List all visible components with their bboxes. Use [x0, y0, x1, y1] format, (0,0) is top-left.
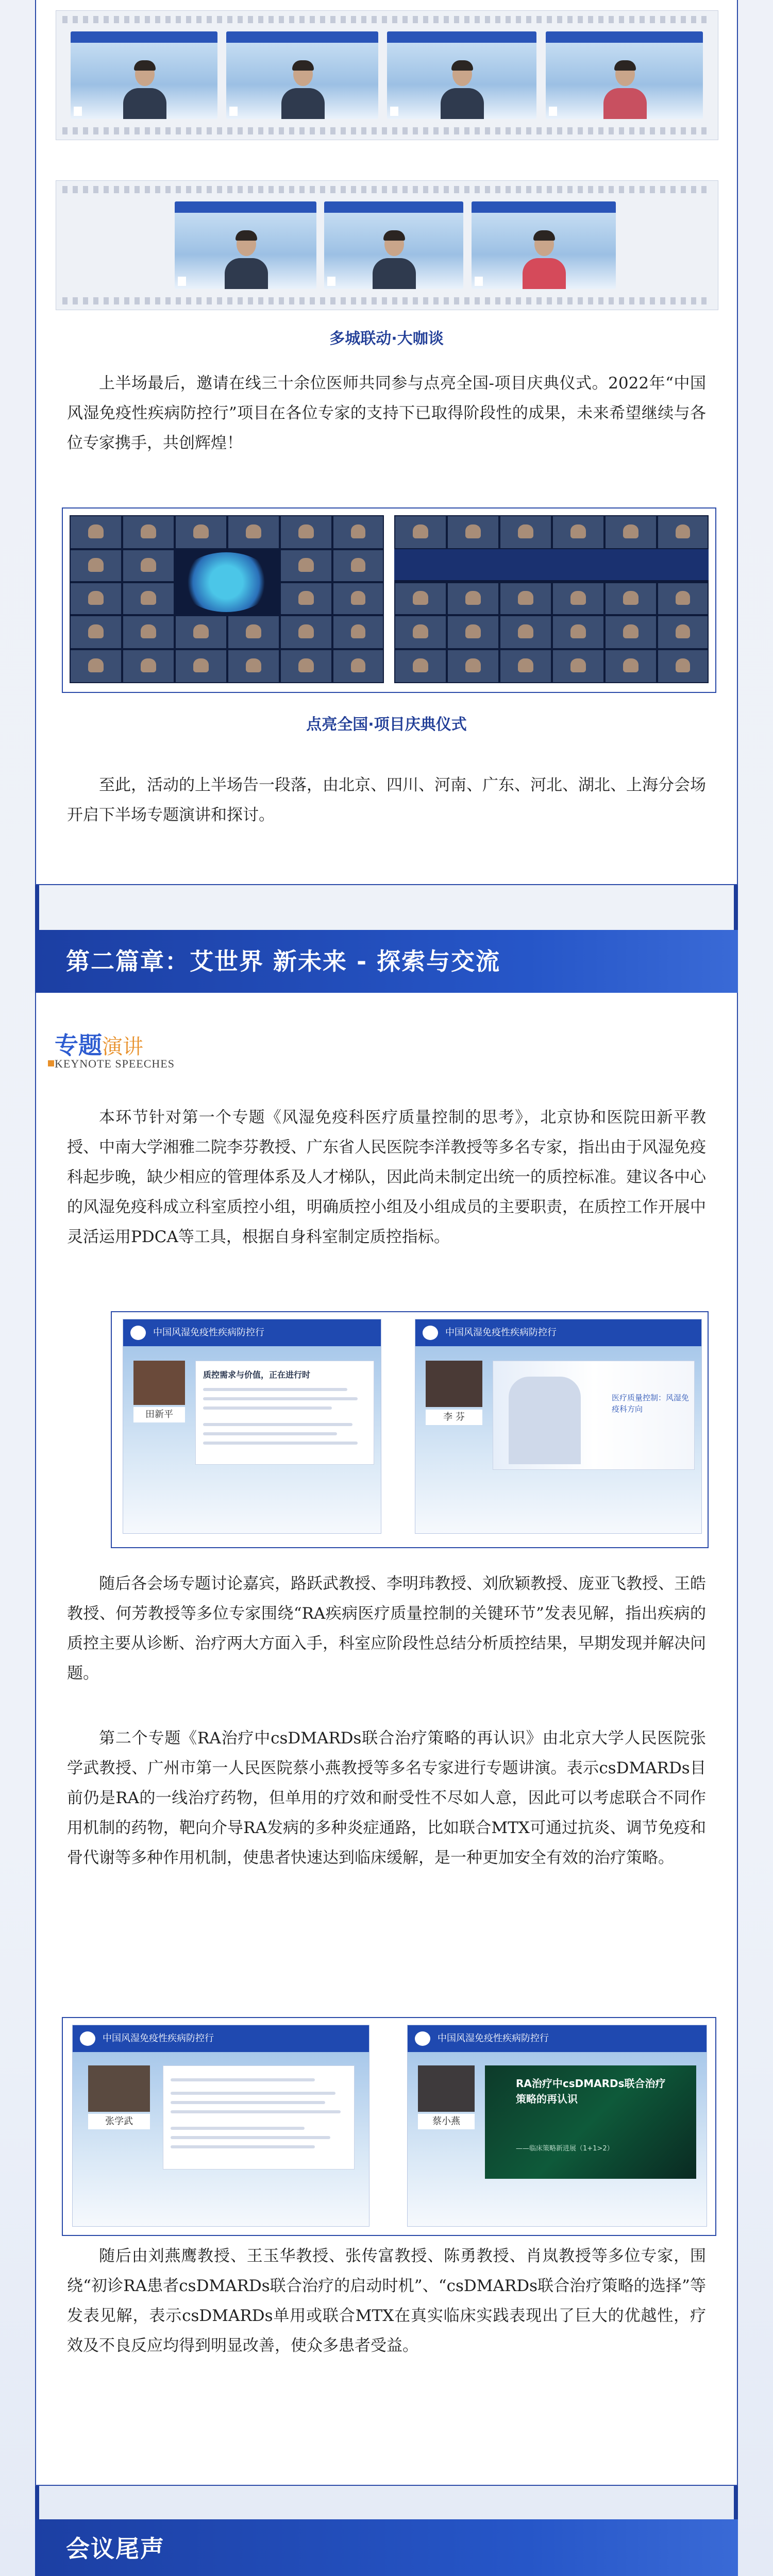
video-grid-screenshot-2 — [394, 515, 709, 683]
video-grid-screenshot-1 — [70, 515, 384, 683]
slide-text: 医疗质量控制：风湿免疫科方向 — [612, 1393, 690, 1414]
slide — [493, 1361, 695, 1470]
video-frame — [324, 201, 463, 289]
keynote-title-main: 专题 — [55, 1031, 102, 1059]
video-frame — [387, 31, 536, 119]
slide — [163, 2065, 355, 2170]
paragraph-first-half-end: 至此，活动的上半场告一段落，由北京、四川、河南、广东、河北、湖北、上海分会场开启下半场专题演讲和探讨。 — [67, 776, 706, 824]
video-frame — [472, 201, 616, 289]
speaker-name: 蔡小燕 — [418, 2114, 475, 2129]
keynote-square-icon — [48, 1060, 54, 1066]
slide — [195, 1361, 374, 1465]
shot-brand: 中国风湿免疫性疾病防控行 — [153, 1327, 264, 1338]
shot-brand: 中国风湿免疫性疾病防控行 — [103, 2033, 214, 2044]
closing-header: 会议尾声 — [35, 2519, 738, 2576]
slide — [485, 2065, 696, 2179]
caption-ceremony: 点亮全国·项目庆典仪式 — [306, 716, 467, 734]
speaker-name: 田新平 — [133, 1407, 185, 1422]
slide-title: 质控需求与价值，正在进行时 — [203, 1370, 311, 1380]
video-strip-2 — [56, 180, 718, 310]
caption-multi-city: 多城联动·大咖谈 — [329, 330, 444, 348]
lecture-screenshot-2 — [415, 1319, 702, 1534]
video-frame — [71, 31, 217, 119]
section-two-header: 第二篇章：艾世界 新未来 - 探索与交流 — [35, 930, 738, 993]
slide-text: RA治疗中csDMARDs联合治疗策略的再认识 — [516, 2077, 666, 2105]
video-frame — [546, 31, 703, 119]
video-frame — [226, 31, 378, 119]
paragraph-csdmards: 第二个专题《RA治疗中csDMARDs联合治疗策略的再认识》由北京大学人民医院张学武教授、广州市第一人民医院蔡小燕教授等多名专家进行专题讲演。表示csDMARDs目前仍是RA的一线治疗药物，但单用的疗效和耐受性不尽如人意，因此可以考虑联合不同作用机制的药物，靶向介导RA发病的多种炎症通路，比如联合MTX可通过抗炎、调节免疫和骨代谢等多种作用机制，使患者快速达到临床缓解，是一种更加安全有效的治疗策略。 — [67, 1729, 706, 1867]
lecture-screenshot-4 — [407, 2025, 707, 2227]
video-frame — [175, 201, 316, 289]
paragraph-discussion-1: 随后各会场专题讨论嘉宾，路跃武教授、李明玮教授、刘欣颖教授、庞亚飞教授、王皓教授、何芳教授等多位专家围绕“RA疾病医疗质量控制的关键环节”发表见解，指出疾病的质控主要从诊断、治疗两大方面入手，科室应阶段性总结分析质控结果，早期发现并解决问题。 — [67, 1574, 706, 1683]
speaker-name: 李 芬 — [426, 1410, 482, 1425]
keynote-title-light: 演讲 — [102, 1035, 143, 1059]
paragraph-quality-control: 本环节针对第一个专题《风湿免疫科医疗质量控制的思考》，北京协和医院田新平教授、中南大学湘雅二院李芬教授、广东省人民医院李洋教授等多名专家，指出由于风湿免疫科起步晚，缺少相应的管理体系及人才梯队，因此尚未制定出统一的质控标准。建议各中心的风湿免疫科成立科室质控小组，明确质控小组及小组成员的主要职责，在质控工作开展中灵活运用PDCA等工具，根据自身科室制定质控指标。 — [67, 1108, 706, 1246]
speaker-name: 张学武 — [88, 2114, 150, 2129]
slide-subtitle: ——临床策略新进展（1+1>2） — [516, 2145, 614, 2153]
keynote-subtitle: KEYNOTE SPEECHES — [55, 1057, 175, 1070]
shot-brand: 中国风湿免疫性疾病防控行 — [445, 1327, 557, 1338]
video-strip-1 — [56, 10, 718, 140]
keynote-title — [55, 1027, 143, 1061]
lecture-screenshot-1 — [123, 1319, 381, 1534]
paragraph-ceremony: 上半场最后，邀请在线三十余位医师共同参与点亮全国-项目庆典仪式。2022年“中国风湿免疫性疾病防控行”项目在各位专家的支持下已取得阶段性的成果，未来希望继续与各位专家携手，共创辉煌！ — [67, 374, 706, 452]
shot-brand: 中国风湿免疫性疾病防控行 — [438, 2033, 549, 2044]
lecture-screenshot-3 — [72, 2025, 369, 2227]
paragraph-discussion-2: 随后由刘燕鹰教授、王玉华教授、张传富教授、陈勇教授、肖岚教授等多位专家，围绕“初诊RA患者csDMARDs联合治疗的启动时机”、“csDMARDs联合治疗策略的选择”等发表见解，表示csDMARDs单用或联合MTX在真实临床实践表现出了巨大的优越性，疗效及不良反应均得到明显改善，使众多患者受益。 — [67, 2247, 706, 2355]
